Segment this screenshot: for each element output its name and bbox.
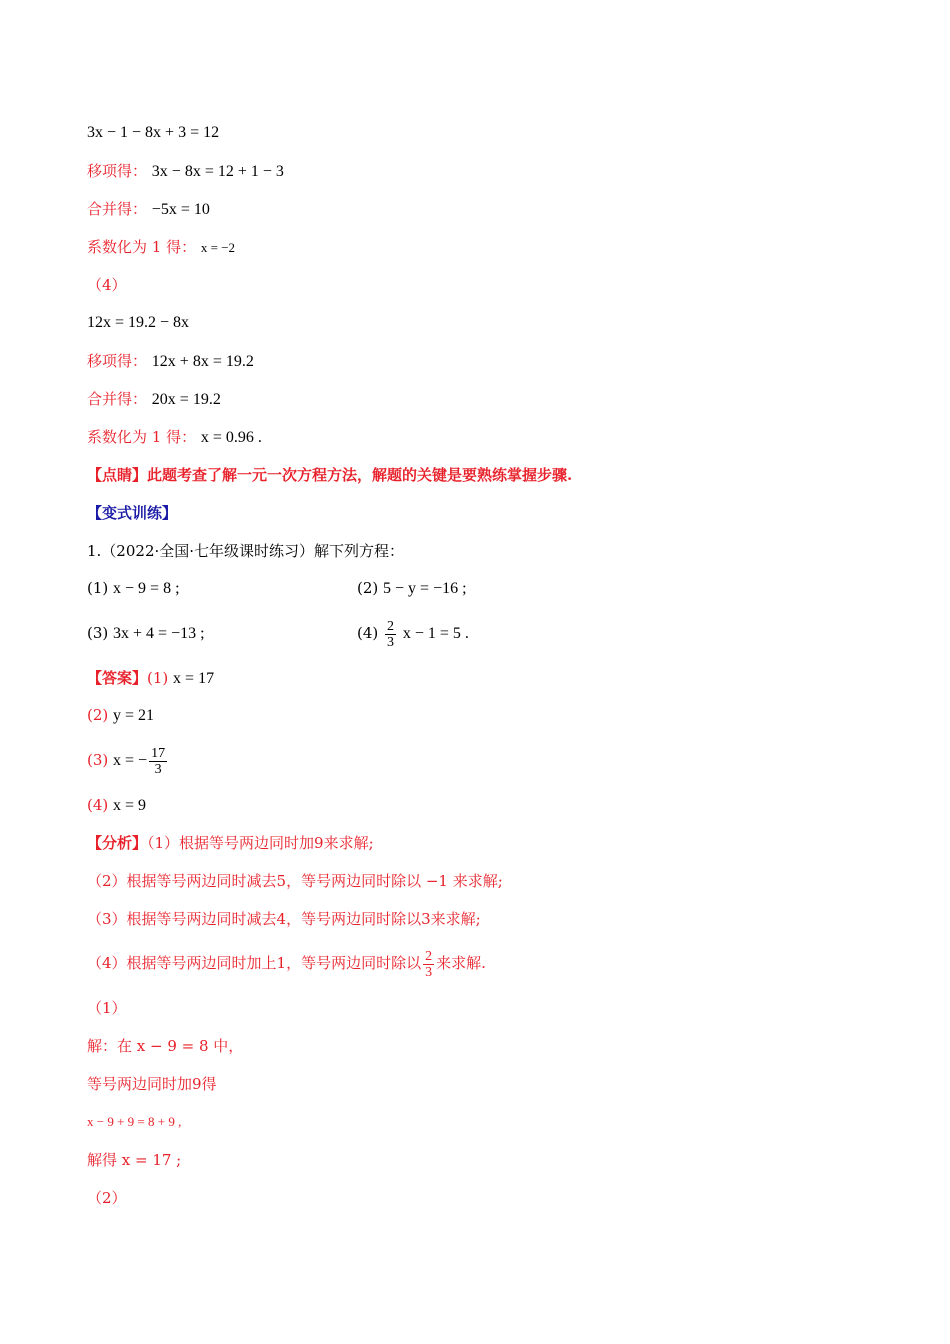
answer-label: (4) — [87, 796, 109, 814]
fraction — [423, 949, 434, 980]
fraction-numerator: 2 — [425, 948, 433, 964]
step-label: 合并得： — [87, 200, 148, 218]
answer-value: y = 21 — [113, 707, 155, 724]
solution-line: 等号两边同时加9得 — [87, 1075, 217, 1093]
answer-line — [87, 668, 214, 689]
part-label: （2） — [87, 1189, 127, 1207]
step-label: 移项得： — [87, 352, 148, 370]
step-equation: x = 0.96 . — [200, 429, 262, 446]
step-equation: 3x − 8x = 12 + 1 − 3 — [151, 163, 284, 180]
solution-line: 解得 x = 17 ; — [87, 1151, 182, 1169]
analysis-text: （4）根据等号两边同时加上1，等号两边同时除以 — [87, 954, 422, 972]
step-line — [87, 389, 221, 410]
answer-label: (1) — [147, 669, 169, 687]
equation-line: 12x = 19.2 − 8x — [87, 314, 190, 331]
comment-text: 此题考查了解一元一次方程方法，解题的关键是要熟练掌握步骤. — [147, 466, 573, 484]
fraction-numerator: 2 — [387, 618, 395, 634]
step-equation: 20x = 19.2 — [151, 391, 221, 408]
item-equation: 5 − y = −16 ; — [383, 580, 467, 597]
equation-line: 3x − 1 − 8x + 3 = 12 — [87, 124, 220, 141]
problem-intro: 1.（2022·全国·七年级课时练习）解下列方程： — [87, 542, 405, 560]
step-label: 合并得： — [87, 390, 148, 408]
step-line — [87, 351, 254, 372]
item-label: (1) — [87, 579, 109, 597]
step-line — [87, 199, 210, 220]
problem-item — [87, 623, 205, 644]
part-label: （4） — [87, 276, 127, 294]
item-label: (2) — [357, 579, 379, 597]
answer-line — [87, 741, 169, 780]
item-label: (4) — [357, 624, 379, 642]
answer-line — [87, 795, 146, 816]
answer-label: (3) — [87, 751, 109, 769]
solution-line: x − 9 + 9 = 8 + 9 , — [87, 1114, 182, 1129]
analysis-line — [87, 833, 374, 853]
analysis-line — [87, 944, 486, 982]
part-label: （1） — [87, 999, 127, 1017]
item-equation: 3x + 4 = −13 ; — [113, 625, 205, 642]
step-label: 系数化为 1 得： — [87, 238, 197, 256]
step-line — [87, 427, 262, 448]
answer-tag: 【答案】 — [87, 669, 148, 687]
problem-item — [87, 578, 180, 599]
item-equation: x − 9 = 8 ; — [113, 580, 180, 597]
analysis-line: （2）根据等号两边同时减去5，等号两边同时除以 −1 来求解; — [87, 872, 503, 890]
fraction-numerator: 17 — [151, 745, 166, 761]
item-label: (3) — [87, 624, 109, 642]
analysis-text: 来求解. — [436, 954, 486, 972]
step-equation: −5x = 10 — [151, 201, 210, 218]
fraction — [385, 619, 396, 650]
fraction — [149, 746, 167, 777]
problem-item — [357, 614, 469, 653]
comment-tag: 【点睛】 — [87, 466, 148, 484]
analysis-text: （1）根据等号两边同时加9来求解; — [147, 834, 374, 852]
step-line — [87, 237, 235, 258]
answer-line — [87, 705, 154, 726]
problem-item — [357, 578, 467, 599]
answer-label: (2) — [87, 706, 109, 724]
fraction-denominator: 3 — [154, 761, 162, 777]
step-equation: 12x + 8x = 19.2 — [151, 353, 254, 370]
analysis-line: （3）根据等号两边同时减去4，等号两边同时除以3来求解; — [87, 910, 481, 928]
step-equation: x = −2 — [200, 240, 236, 255]
fraction-denominator: 3 — [387, 634, 395, 650]
step-label: 系数化为 1 得： — [87, 428, 197, 446]
answer-value: x = 17 — [173, 670, 215, 687]
section-header: 【变式训练】 — [87, 504, 178, 522]
step-line — [87, 161, 284, 182]
step-label: 移项得： — [87, 162, 148, 180]
analysis-tag: 【分析】 — [87, 834, 148, 852]
fraction-denominator: 3 — [425, 964, 433, 980]
comment-line — [87, 465, 572, 485]
solution-line: 解：在 x − 9 = 8 中， — [87, 1037, 244, 1055]
item-equation: x − 1 = 5 . — [402, 625, 469, 642]
answer-value: x = 9 — [113, 797, 147, 814]
answer-value: x = − — [113, 752, 148, 769]
